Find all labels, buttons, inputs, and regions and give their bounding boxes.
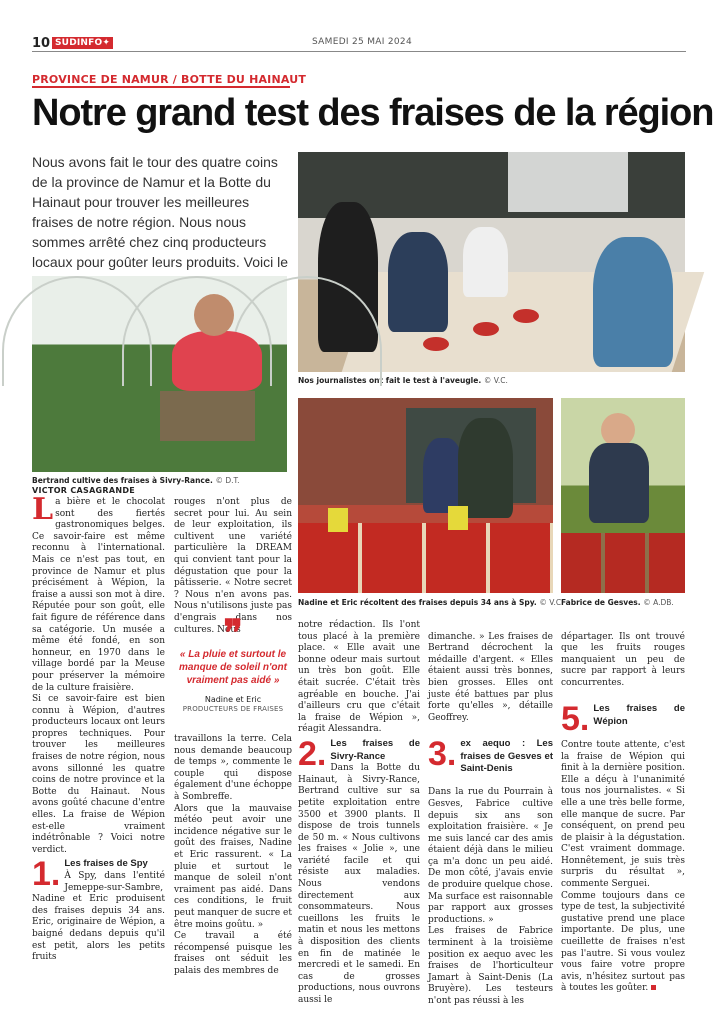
rank-number: 2. — [298, 734, 327, 773]
fabrice-figure — [589, 443, 649, 523]
byline: VICTOR CASAGRANDE — [32, 486, 136, 495]
article-paragraph: Contre toute attente, c'est la fraise de Wépion qui finit à la dernière position. Elle a déçu à l'unanimité tous nos journalistes. « Si elle a une très belle forme, elle manque de sucre. Par conséquent, on prend peu de plaisir à la dégustation. C'est vraiment dommage. Honnêtement, je suis très surpris du résultat », commente Serguei. Comme toujours dans ce type de test, la subjectivité gustative prend une place importante. De plus, une cueillette de fraises n'est pas l'autre. Si vous voulez vous faire votre propre avis, n'hésitez surtout pas à toutes les goûter. — [561, 739, 685, 994]
drop-cap: L — [32, 492, 54, 527]
tasting-photo-caption: Nos journalistes ont fait le test à l'aveugle. © V.C. — [298, 376, 508, 385]
price-tag — [448, 506, 468, 530]
end-mark — [651, 985, 656, 990]
journalist-figure — [463, 227, 508, 297]
intro-text: Nous avons fait le tour des quatre coins de la province de Namur et la Botte du Hainaut pour trouver les meilleures fraises de notre région. Nous nous sommes arrêté chez cinq producteurs locaux pour goûter leurs produits. Voici le — [32, 154, 289, 270]
strawberry-crates — [298, 523, 553, 593]
brand-logo: SUDINFO✦ — [52, 37, 113, 49]
fabrice-photo-caption: Fabrice de Gesves. © A.DB. — [561, 598, 674, 607]
section-underline — [32, 86, 290, 88]
article-paragraph: Si ce savoir-faire est bien connu à Wépion, d'autres producteurs locaux ont leurs propres techniques. Pour trouver les meilleures fraises de notre région, nous avons sillonné les quatre coins de notre province et la Botte du Hainaut. Nous avons goûté chacune d'entre elles. La fraise de Wépion est-elle vraiment indétrônable ? Voici notre verdict. — [32, 694, 165, 855]
rank-heading: Les fraises de Wépion — [593, 703, 685, 727]
article-paragraph: départager. Ils ont trouvé que les fruits rouges manquaient un peu de sucre par rapport à leurs concurrentes. — [561, 631, 685, 688]
pull-quote — [174, 613, 292, 713]
article-paragraph: Dans la Botte du Hainaut, à Sivry-Rance, Bertrand cultive sur sa petite exploitation entre 3500 et 3900 plants. Il dispose de trois tunnels de 50 m. « Nous cultivons les fraises « Jolie », une variété facile et qui résiste aux maladies. Nous vendons directement aux consommateurs. Nous cueillons les fruits le matin et nous les mettons à disposition des clients en fin de matinée le mercredi et le samedi. En cas de grosses productions, nous ouvrons aussi le — [298, 763, 420, 1005]
price-tag — [328, 508, 348, 532]
article-column-3 — [298, 620, 420, 1007]
article-column-1 — [32, 492, 165, 963]
strawberry-plate — [423, 337, 449, 351]
article-paragraph: dimanche. » Les fraises de Bertrand décrochent la médaille d'argent. « Elles étaient aussi très bonnes, bien grosses. Elles ont juste été battues par plus forte qu'elles », détaille Geoffrey. — [428, 631, 553, 723]
quote-mark: ❞ — [223, 613, 243, 653]
fabrice-photo — [561, 398, 685, 593]
journalist-figure — [593, 237, 673, 367]
strawberry-plate — [513, 309, 539, 323]
greenhouse-photo — [32, 276, 287, 472]
rank-heading: Les fraises de Spy — [64, 858, 148, 870]
fabrice-head — [601, 413, 635, 447]
header-divider — [32, 51, 686, 52]
quote-role: PRODUCTEURS DE FRAISES — [182, 705, 284, 713]
headline: Notre grand test des fraises de la région — [32, 92, 714, 134]
article-paragraph: Dans la rue du Pourrain à Gesves, Fabrice cultive depuis six ans son exploitation fraisière. « Je me suis lancé car des amis étaient déjà dans le milieu ça m'a donc un peu aidé. De mon côté, j'avais envie de produire quelque chose. Ma surface est raisonnable par rapport aux grosses productions. » Les fraises de Fabrice terminent à la troisième position ex aequo avec les fraises de l'horticulteur Jamart à Saint-Denis (La Bruyère). Les testeurs n'ont pas réussi à les — [428, 787, 553, 1006]
article-column-2a: rouges n'ont plus de secret pour lui. Au sein de leur exploitation, ils cultivent une variété particulière la DREAM qui convient tant pour la dégustation que pour la pâtisserie. « Notre secret ? Nous n'en avons pas. Nous n'utilisons juste pas d'engrais dans nos cultures. Nous — [174, 497, 292, 635]
bertrand-legs — [160, 391, 255, 441]
nadine-eric-photo-caption: Nadine et Eric récoltent des fraises depuis 34 ans à Spy. © V.C. — [298, 598, 564, 607]
strawberry-plate — [473, 322, 499, 336]
page-number: 10 — [32, 36, 51, 51]
article-paragraph: notre rédaction. Ils l'ont tous placé à la première place. « Elle avait une bonne odeur mais surtout un très bon goût. Elle était sucrée. C'était très agréable en bouche. J'ai d'ailleurs cru que c'était la fraise de Wépion », réagit Alessandra. — [298, 620, 420, 735]
bertrand-head — [194, 294, 234, 336]
rank-number: 5. — [561, 700, 590, 739]
quote-author: Nadine et Eric — [204, 695, 262, 704]
article-column-4 — [428, 620, 553, 1019]
rank-number: 3. — [428, 734, 457, 773]
article-paragraph: a bière et le chocolat sont des fiertés gastronomiques belges. Ce savoir-faire est même reconnu à l'international. Mais ce n'est pas tout, en province de Namur et plus précisément à Wépion, la fraise a aussi son mot à dire. Réputée pour son goût, elle fait figure de référence dans sa catégorie. Un musée a même été fondé, en son honneur, en 1970 dans le village bordé par la Meuse pour préserver la mémoire de la culture fraisière. — [32, 497, 165, 693]
article-column-5 — [561, 620, 685, 1007]
window-light — [508, 152, 628, 212]
greenhouse-photo-caption: Bertrand cultive des fraises à Sivry-Rance. © D.T. — [32, 476, 240, 485]
bertrand-figure — [172, 331, 262, 391]
article-paragraph: À Spy, dans l'entité Jemeppe-sur-Sambre, Nadine et Eric produisent des fraises depuis 34 ans. Eric, originaire de Wépion, a baigné dedans depuis qu'il est petit, alors les petits fruits — [32, 871, 165, 963]
article-column-2b: travaillons la terre. Cela nous demande beaucoup de temps », commente le couple qui dispose également d'une échoppe à Sombreffe. Alors que la mauvaise météo peut avoir une incidence négative sur le goût des fraises, Nadine et Eric rassurent. « La pluie et surtout le manque de soleil n'ont vraiment pas aidé. Dans ces conditions, le fruit peut manquer de sucre et être moins goûtu. » Ce travail a été récompensé puisque les fraises ont séduit les palais des membres de — [174, 734, 292, 976]
issue-date: SAMEDI 25 MAI 2024 — [312, 37, 412, 47]
quote-text: « La pluie et surtout le manque de soleil n'ont vraiment pas aidé » — [179, 649, 287, 686]
nadine-eric-photo — [298, 398, 553, 593]
strawberry-crates — [561, 533, 685, 593]
rank-heading: ex aequo : Les fraises de Gesves et Saint-Denis — [460, 737, 553, 775]
journalist-figure — [388, 232, 448, 332]
nadine-figure — [423, 438, 463, 513]
rank-heading: Les fraises de Sivry-Rance — [330, 737, 420, 762]
rank-number: 1. — [32, 855, 61, 894]
section-label: PROVINCE DE NAMUR / BOTTE DU HAINAUT — [32, 73, 307, 86]
eric-figure — [458, 418, 513, 518]
